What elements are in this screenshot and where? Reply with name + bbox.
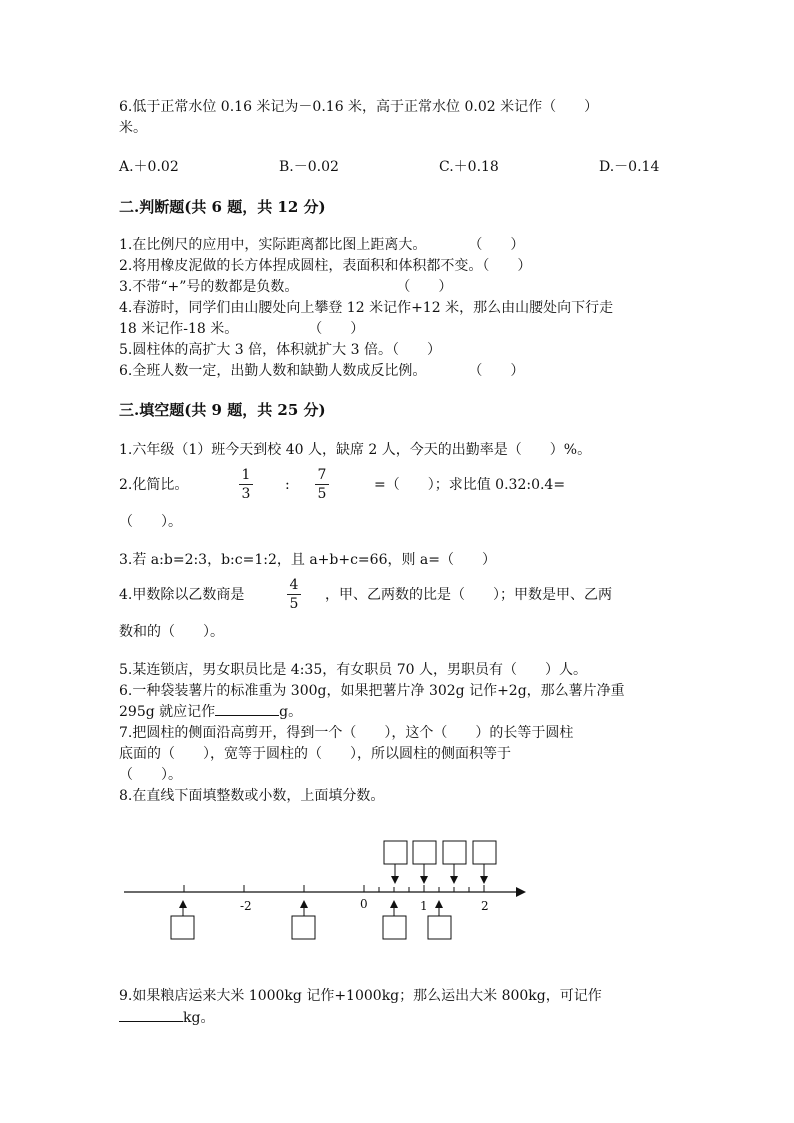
fill-question-6-prefix: 295g 就应记作 [119,704,216,720]
fill-question-2-line2: （ ）。 [119,514,182,530]
fraction-denominator: 5 [289,596,299,612]
fraction-numerator: 7 [317,467,327,483]
fill-question-4-suffix: ，甲、乙两数的比是（ ）；甲数是甲、乙两 [325,587,612,603]
answer-blank[interactable] [215,715,279,716]
fill-question-5: 5.某连锁店，男女职员比是 4:35，有女职员 70 人，男职员有（ ）人。 [119,662,587,678]
fill-question-6-line1: 6.一种袋装薯片的标准重为 300g，如果把薯片净 302g 记作+2g，那么薯片净重 [119,683,625,699]
tick-label-1: 1 [420,899,428,913]
fill-question-9-suffix: kg。 [183,1010,215,1026]
judge-item-4-line2: 18 米记作-18 米。 （ ） [119,321,365,337]
fill-question-7-line2: 底面的（ ），宽等于圆柱的（ ），所以圆柱的侧面积等于 [119,746,511,762]
axis-arrow-icon [516,887,526,897]
fraction-one-third [239,467,253,502]
fill-question-6-suffix: g。 [279,704,303,720]
judge-item-1: 1.在比例尺的应用中，实际距离都比图上距离大。 （ ） [119,237,525,253]
tick-label-neg2: -2 [240,899,252,913]
fill-question-9-line1: 9.如果粮店运来大米 1000kg 记作+1000kg；那么运出大米 800kg，可记作 [119,988,602,1004]
fraction-denominator: 5 [317,486,327,502]
question-6-line1: 6.低于正常水位 0.16 米记为－0.16 米，高于正常水位 0.02 米记作（ ） [119,99,599,115]
tick-label-2: 2 [481,899,489,913]
answer-box-bottom [383,916,406,939]
fill-question-1: 1.六年级（1）班今天到校 40 人，缺席 2 人，今天的出勤率是（ ）%。 [119,442,592,458]
fill-question-6-line2 [119,702,302,722]
fill-question-2-prefix: 2.化简比。 [119,477,189,493]
fill-question-4-prefix: 4.甲数除以乙数商是 [119,587,245,603]
fraction-seven-fifths [315,467,329,502]
fraction-numerator: 4 [289,577,299,593]
fill-question-8: 8.在直线下面填整数或小数，上面填分数。 [119,788,385,804]
option-a: A.＋0.02 [119,159,179,175]
option-d: D.－0.14 [599,159,660,175]
fill-question-4-line2: 数和的（ ）。 [119,624,224,640]
answer-box-top [443,841,466,864]
judge-item-3: 3.不带“+”号的数都是负数。 （ ） [119,279,453,295]
judge-item-5: 5.圆柱体的高扩大 3 倍，体积就扩大 3 倍。（ ） [119,342,441,358]
section-3-heading: 三.填空题(共 9 题，共 25 分) [119,401,326,419]
option-c: C.＋0.18 [439,159,499,175]
answer-box-top [473,841,496,864]
fill-question-2-suffix: =（ ）；求比值 0.32:0.4= [374,477,566,493]
question-6-line2: 米。 [119,120,147,136]
judge-item-2: 2.将用橡皮泥做的长方体捏成圆柱，表面积和体积都不变。（ ） [119,258,532,274]
judge-item-6: 6.全班人数一定，出勤人数和缺勤人数成反比例。 （ ） [119,363,525,379]
judge-item-4-line1: 4.春游时，同学们由山腰处向上攀登 12 米记作+12 米，那么由山腰处向下行走 [119,300,614,316]
fill-question-9-line2 [119,1008,214,1028]
answer-box-bottom [171,916,194,939]
answer-box-bottom [428,916,451,939]
fill-question-7-line3: （ ）。 [119,767,182,783]
ratio-colon: : [285,477,290,493]
tick-label-0: 0 [360,897,368,911]
fraction-numerator: 1 [241,467,251,483]
answer-box-top [384,841,407,864]
answer-blank[interactable] [119,1021,183,1022]
fraction-four-fifths [287,577,301,612]
fraction-denominator: 3 [241,486,251,502]
fill-question-7-line1: 7.把圆柱的侧面沿高剪开，得到一个（ ），这个（ ）的长等于圆柱 [119,725,574,741]
section-2-heading: 二.判断题(共 6 题，共 12 分) [119,198,326,216]
answer-box-top [413,841,436,864]
number-line-figure [0,830,794,950]
answer-box-bottom [292,916,315,939]
fill-question-3: 3.若 a:b=2:3，b:c=1:2，且 a+b+c=66，则 a=（ ） [119,552,497,568]
option-b: B.－0.02 [279,159,339,175]
